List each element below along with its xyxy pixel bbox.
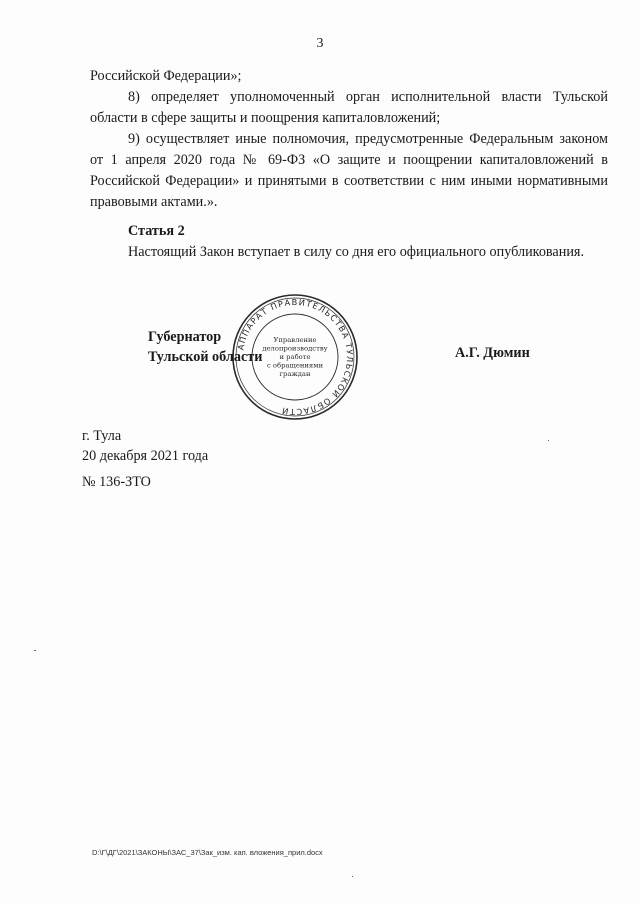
article-text: Настоящий Закон вступает в силу со дня его официального опубликования. (128, 244, 584, 260)
stamp-inner-line: граждан (279, 370, 311, 378)
signatory-title (148, 327, 262, 367)
signatory-name: А.Г. Дюмин (455, 345, 530, 361)
date: 20 декабря 2021 года (82, 448, 209, 464)
stamp-inner-line: Управление (273, 336, 317, 344)
article-heading: Статья 2 (128, 223, 185, 239)
city: г. Тула (82, 428, 122, 444)
file-path: D:\Г\ДГ\2021\ЗАКОНЫ\ЗАС_37\Зак_изм. кап. вложения_прил.docx (92, 848, 323, 857)
article-1-continuation (90, 66, 608, 213)
signatory-title-line-1: Губернатор (148, 329, 222, 345)
article-2 (90, 221, 608, 263)
svg-text:АППАРАТ ПРАВИТЕЛЬСТВА ТУЛЬСКОЙ: АППАРАТ ПРАВИТЕЛЬСТВА ТУЛЬСКОЙ ОБЛАСТИ (235, 296, 356, 418)
scan-speck (352, 876, 353, 877)
scan-speck (548, 440, 549, 441)
place-and-date (82, 426, 208, 466)
line-continuation: Российской Федерации»; (90, 68, 242, 84)
page-number: 3 (316, 36, 324, 51)
stamp-inner-line: делопроизводству (262, 344, 328, 353)
signatory-title-line-2: Тульской области (148, 349, 263, 365)
list-item-8: 8) определяет уполномоченный орган исполнительной власти Тульской области в сфере защиты и поощрения капиталовложений; (90, 89, 608, 126)
stamp-inner-line: и работе (279, 353, 311, 361)
document-number: № 136-ЗТО (82, 474, 151, 490)
list-item-9: 9) осуществляет иные полномочия, предусмотренные Федеральным законом от 1 апреля 2020 года № 69-ФЗ «О защите и поощрении капиталовложений в Российской Федерации» и принятыми в соответствии с ним иными нормативными правовыми актами.». (90, 131, 608, 210)
scan-speck (34, 650, 36, 651)
stamp-inner-line: с обращениями (266, 361, 324, 370)
